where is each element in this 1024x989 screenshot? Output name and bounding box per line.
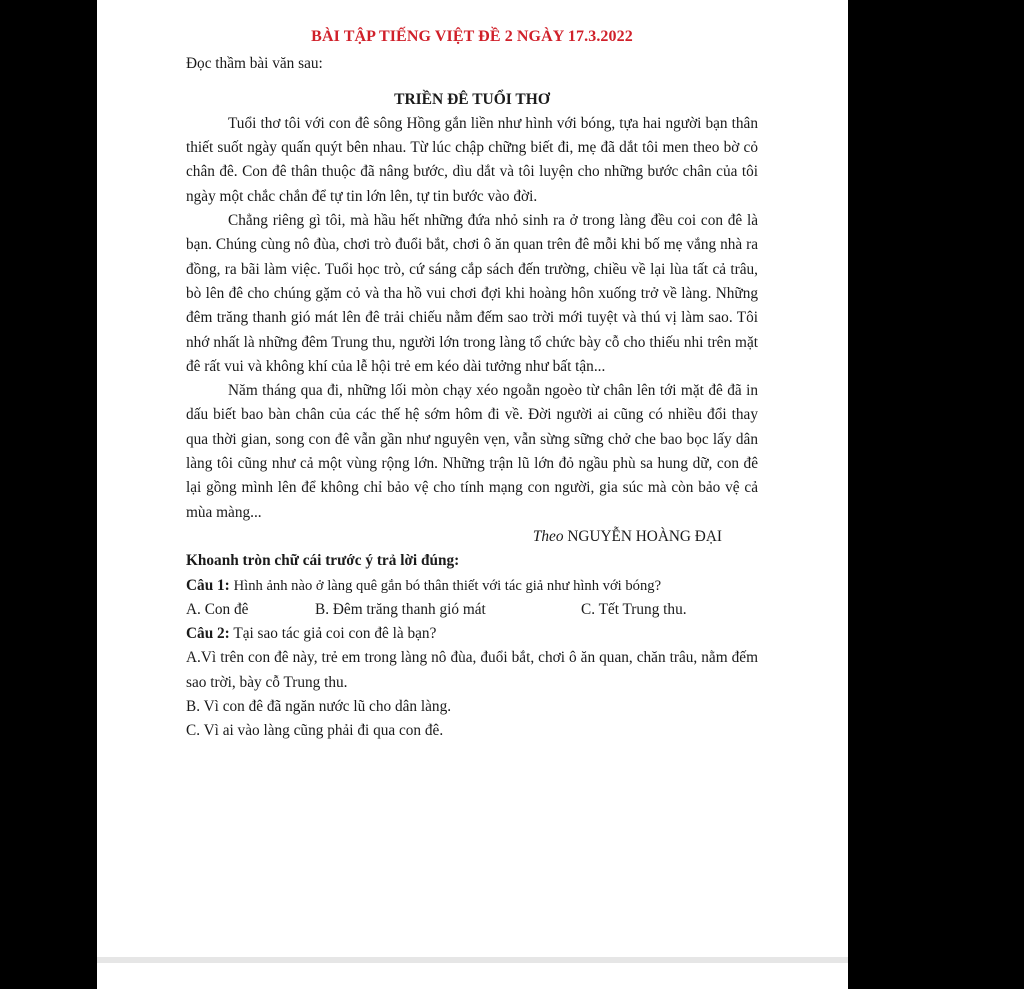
document-content [186,22,758,744]
question-1-option-a: A. Con đê [186,600,249,618]
question-1-label: Câu 1: [186,576,230,594]
question-2 [186,622,758,646]
question-2-option-b: B. Vì con đê đã ngăn nước lũ cho dân làng. [186,698,452,716]
question-2-option-a: A.Vì trên con đê này, trẻ em trong làng nô đùa, đuổi bắt, chơi ô ăn quan, chăn trâu, nằm đếm sao trời, bày cỗ Trung thu. [186,649,758,691]
question-1 [186,574,758,598]
story-title: TRIỀN ĐÊ TUỔI THƠ [394,90,550,108]
question-2-label: Câu 2: [186,625,230,643]
page-bottom-divider [97,957,848,963]
document-page [97,0,848,989]
exercise-instruction: Khoanh tròn chữ cái trước ý trả lời đúng: [186,552,460,570]
story-source [186,525,758,549]
question-2-text: Tại sao tác giả coi con đê là bạn? [233,625,437,643]
source-prefix: Theo [532,527,564,545]
document-title: BÀI TẬP TIẾNG VIỆT ĐỀ 2 NGÀY 17.3.2022 [311,28,633,45]
story-paragraph-3: Năm tháng qua đi, những lối mòn chạy xéo ngoằn ngoèo từ chân lên tới mặt đê đã in dấu biết bao bàn chân của các thế hệ sớm hôm đi về. Đời người ai cũng có nhiều đổi thay qua thời gian, song con đê vẫn gần như nguyên vẹn, vẫn sừng sững chở che bao bọc lấy dân làng tôi cũng như cả một vùng rộng lớn. Những trận lũ lớn đỏ ngầu phù sa hung dữ, con đê lại gồng mình lên để không chỉ bảo vệ cho tính mạng con người, gia súc mà còn bảo vệ cả mùa màng... [186,382,758,521]
source-author: NGUYỄN HOÀNG ĐẠI [567,527,722,545]
reading-instruction: Đọc thầm bài văn sau: [186,55,323,73]
question-1-options [186,598,758,622]
story-paragraph-2: Chẳng riêng gì tôi, mà hầu hết những đứa nhỏ sinh ra ở trong làng đều coi con đê là bạn. Chúng cùng nô đùa, chơi trò đuổi bắt, chơi ô ăn quan trên đê mỗi khi bố mẹ vắng nhà ra đồng, ra bãi làm việc. Tuổi học trò, cứ sáng cắp sách đến trường, chiều về lại lùa tất cả trâu, bò lên đê cho chúng gặm cỏ và tha hồ vui chơi đợi khi hoàng hôn xuống trở về làng. Những đêm trăng thanh gió mát lên đê trải chiếu nằm đếm sao trời mới tuyệt và thú vị làm sao. Tôi nhớ nhất là những đêm Trung thu, người lớn trong làng tổ chức bày cỗ cho thiếu nhi trên mặt đê rất vui và không khí của lễ hội trẻ em kéo dài tưởng như bất tận... [186,212,758,375]
question-1-option-c: C. Tết Trung thu. [581,600,687,618]
question-1-option-b: B. Đêm trăng thanh gió mát [315,600,486,618]
story-paragraph-1: Tuổi thơ tôi với con đê sông Hồng gắn liền như hình với bóng, tựa hai người bạn thân thiết suốt ngày quấn quýt bên nhau. Từ lúc chập chững biết đi, mẹ đã dắt tôi men theo bờ cỏ chân đê. Con đê thân thuộc đã nâng bước, dìu dắt và tôi luyện cho những bước chân của tôi ngày một chắc chắn để tự tin lớn lên, tự tin bước vào đời. [186,114,758,205]
question-2-option-c: C. Vì ai vào làng cũng phải đi qua con đê. [186,722,444,740]
question-1-text: Hình ảnh nào ở làng quê gắn bó thân thiết với tác giả như hình với bóng? [233,577,662,594]
